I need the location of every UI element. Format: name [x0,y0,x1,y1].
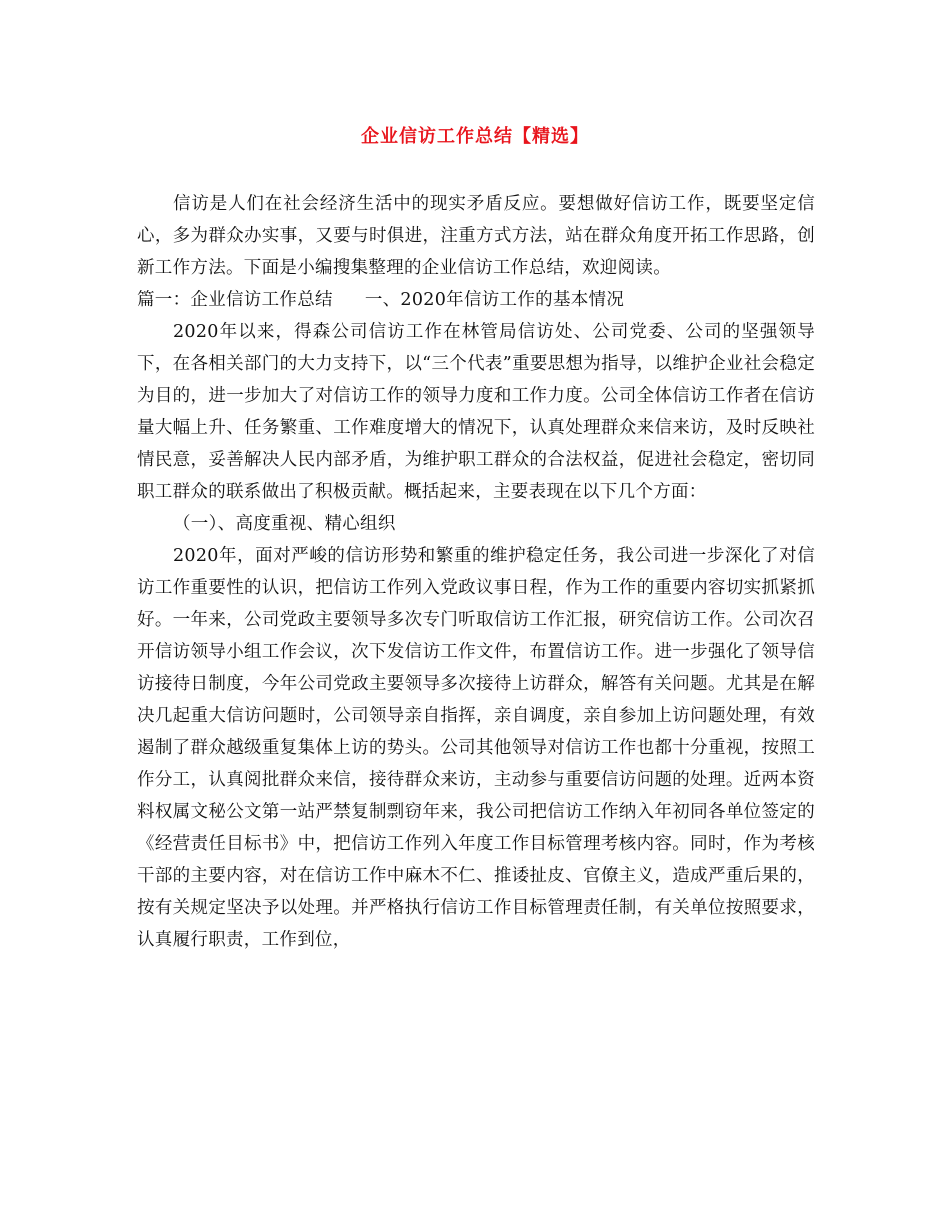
paragraph-attention-organization: 2020年，面对严峻的信访形势和繁重的维护稳定任务，我公司进一步深化了对信访工作重要性的认识，把信访工作列入党政议事日程，作为工作的重要内容切实抓紧抓好。一年来，公司党政主要领导多次专门听取信访工作汇报，研究信访工作。公司次召开信访领导小组工作会议，次下发信访工作文件，布置信访工作。进一步强化了领导信访接待日制度，今年公司党政主要领导多次接待上访群众，解答有关问题。尤其是在解决几起重大信访问题时，公司领导亲自指挥，亲自调度，亲自参加上访问题处理，有效遏制了群众越级重复集体上访的势头。公司其他领导对信访工作也都十分重视，按照工作分工，认真阅批群众来信，接待群众来访，主动参与重要信访问题的处理。近两本资料权属文秘公文第一站严禁复制剽窃年来，我公司把信访工作纳入年初同各单位签定的《经营责任目标书》中，把信访工作列入年度工作目标管理考核内容。同时，作为考核干部的主要内容，对在信访工作中麻木不仁、推诿扯皮、官僚主义，造成严重后果的，按有关规定坚决予以处理。并严格执行信访工作目标管理责任制，有关单位按照要求，认真履行职责，工作到位， [137,546,815,950]
part-label: 篇一：企业信访工作总结 [137,290,333,310]
subheading-1: （一）、高度重视、精心组织 [173,514,396,534]
document-title: 企业信访工作总结【精选】 [361,126,589,147]
paragraph-basic-situation: 2020年以来，得森公司信访工作在林管局信访处、公司党委、公司的坚强领导下，在各相关部门的大力支持下，以“三个代表”重要思想为指导，以维护企业社会稳定为目的，进一步加大了对信访工作的领导力度和工作力度。公司全体信访工作者在信访量大幅上升、任务繁重、工作难度增大的情况下，认真处理群众来信来访，及时反映社情民意，妥善解决人民内部矛盾，为维护职工群众的合法权益，促进社会稳定，密切同职工群众的联系做出了积极贡献。概括起来，主要表现在以下几个方面： [137,322,815,502]
document-body [137,188,815,956]
part-heading-line [137,284,815,316]
intro-paragraph: 信访是人们在社会经济生活中的现实矛盾反应。要想做好信访工作，既要坚定信心，多为群众办实事，又要与时俱进，注重方式方法，站在群众角度开拓工作思路，创新工作方法。下面是小编搜集整理的企业信访工作总结，欢迎阅读。 [137,194,815,278]
section-heading: 一、2020年信访工作的基本情况 [364,290,625,310]
